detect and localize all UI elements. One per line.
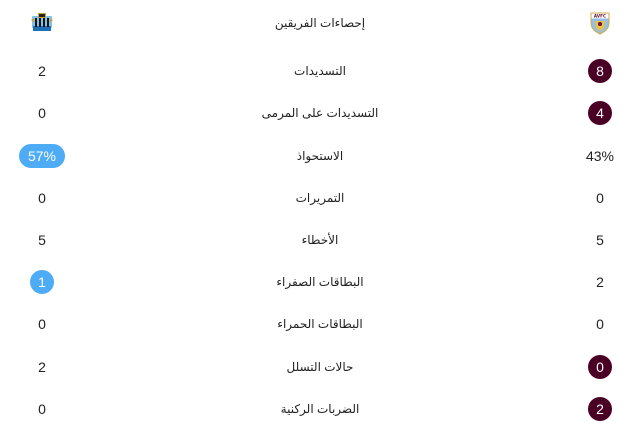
home-value-cell bbox=[560, 388, 640, 430]
away-stat-badge: 57% bbox=[19, 144, 65, 168]
stat-label: التسديدات على المرمى bbox=[261, 106, 379, 120]
home-value-cell bbox=[560, 92, 640, 134]
stat-row-offsides bbox=[0, 346, 640, 388]
away-stat-value: 2 bbox=[38, 63, 46, 79]
stat-row-red-cards bbox=[0, 303, 640, 345]
newcastle-crest-icon bbox=[30, 11, 54, 35]
away-value-cell bbox=[2, 219, 82, 261]
stat-row-passes bbox=[0, 177, 640, 219]
away-value-cell bbox=[2, 388, 82, 430]
away-stat-value: 0 bbox=[38, 105, 46, 121]
away-value-cell bbox=[2, 346, 82, 388]
home-stat-badge: 0 bbox=[588, 355, 612, 379]
away-team-logo bbox=[2, 2, 82, 44]
home-value-cell bbox=[560, 219, 640, 261]
home-stat-value: 43% bbox=[585, 148, 615, 164]
away-stat-value: 0 bbox=[38, 190, 46, 206]
home-value-cell bbox=[560, 346, 640, 388]
stat-row-fouls bbox=[0, 219, 640, 261]
home-value-cell bbox=[560, 177, 640, 219]
away-stat-value: 2 bbox=[38, 359, 46, 375]
away-stat-value: 5 bbox=[38, 232, 46, 248]
stats-title-cell bbox=[130, 2, 510, 44]
away-value-cell bbox=[2, 177, 82, 219]
stat-row-possession bbox=[0, 135, 640, 177]
stat-label: البطاقات الصفراء bbox=[276, 275, 364, 289]
home-stat-badge: 2 bbox=[588, 397, 612, 421]
home-stat-value: 0 bbox=[596, 316, 604, 332]
stat-label: حالات التسلل bbox=[286, 360, 354, 374]
home-team-logo bbox=[560, 2, 640, 44]
home-crest-text: AVFC bbox=[593, 13, 607, 19]
away-value-cell bbox=[2, 303, 82, 345]
stat-label: التمريرات bbox=[295, 191, 345, 205]
aston-villa-crest-icon bbox=[588, 11, 612, 35]
stat-label-cell bbox=[130, 92, 510, 134]
away-stat-value: 0 bbox=[38, 401, 46, 417]
stat-row-yellow-cards bbox=[0, 261, 640, 303]
stat-label-cell bbox=[130, 219, 510, 261]
stats-title: إحصاءات الفريقين bbox=[274, 16, 366, 30]
home-stat-value: 2 bbox=[596, 274, 604, 290]
stat-row-shots bbox=[0, 50, 640, 92]
home-value-cell bbox=[560, 50, 640, 92]
stat-label-cell bbox=[130, 303, 510, 345]
home-stat-value: 5 bbox=[596, 232, 604, 248]
home-stat-badge: 4 bbox=[588, 101, 612, 125]
stat-label-cell bbox=[130, 50, 510, 92]
stat-label-cell bbox=[130, 388, 510, 430]
away-stat-value: 0 bbox=[38, 316, 46, 332]
stat-label: التسديدات bbox=[294, 64, 346, 78]
stat-label-cell bbox=[130, 346, 510, 388]
home-value-cell bbox=[560, 261, 640, 303]
stat-label-cell bbox=[130, 177, 510, 219]
away-value-cell bbox=[2, 92, 82, 134]
stat-row-shots-on-target bbox=[0, 92, 640, 134]
stat-label: الضربات الركنية bbox=[280, 402, 360, 416]
home-value-cell bbox=[560, 135, 640, 177]
home-value-cell bbox=[560, 303, 640, 345]
away-stat-badge: 1 bbox=[30, 270, 54, 294]
stat-label: الاستحواذ bbox=[296, 149, 344, 163]
stat-label: البطاقات الحمراء bbox=[277, 317, 363, 331]
away-value-cell bbox=[2, 135, 82, 177]
stat-label-cell bbox=[130, 261, 510, 303]
stats-header bbox=[0, 2, 640, 44]
home-stat-badge: 8 bbox=[588, 59, 612, 83]
away-value-cell bbox=[2, 261, 82, 303]
stat-label: الأخطاء bbox=[301, 233, 339, 247]
home-stat-value: 0 bbox=[596, 190, 604, 206]
stat-label-cell bbox=[130, 135, 510, 177]
stat-row-corners bbox=[0, 388, 640, 430]
away-value-cell bbox=[2, 50, 82, 92]
